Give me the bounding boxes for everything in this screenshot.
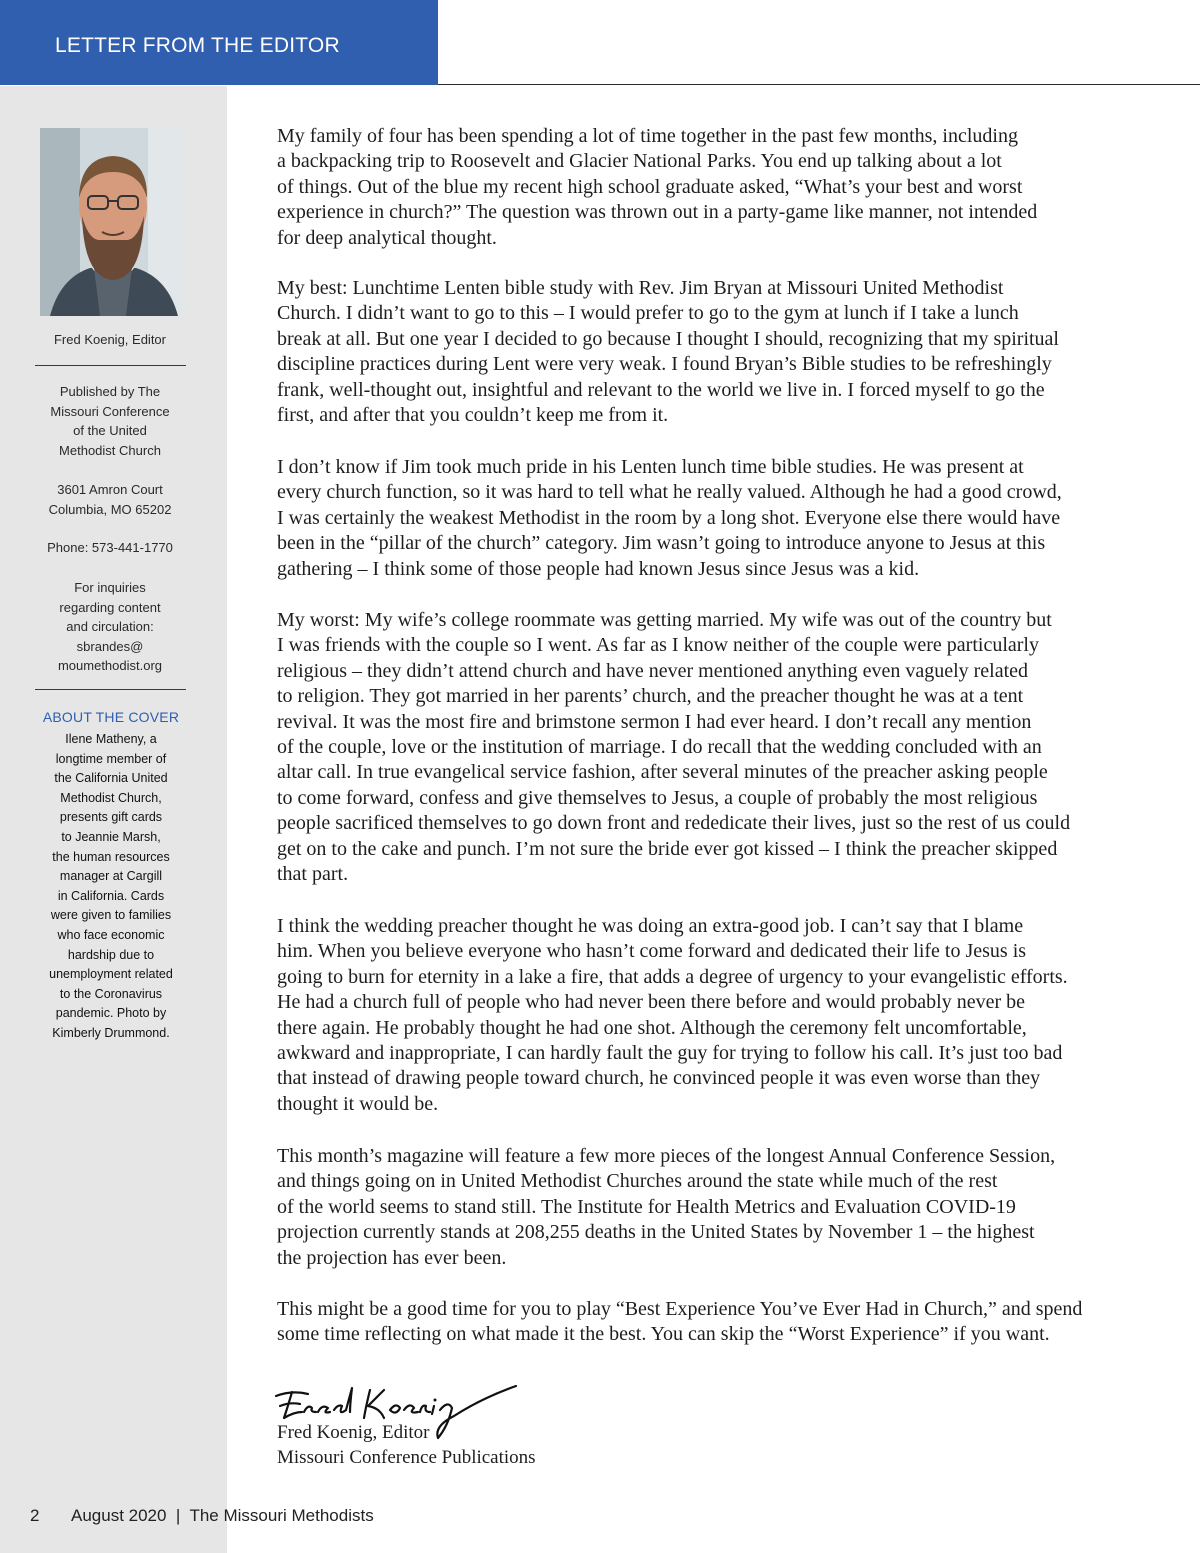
mailing-address: 3601 Amron Court Columbia, MO 65202 (48, 482, 172, 517)
about-cover-heading: ABOUT THE COVER (42, 709, 180, 725)
inquiries-contact: For inquiries regarding content and circulation: sbrandes@ moumethodist.org (57, 580, 163, 674)
signature-dot (434, 1399, 437, 1402)
sidebar-divider (35, 689, 186, 690)
letter-paragraph: My best: Lunchtime Lenten bible study with Rev. Jim Bryan at Missouri United Methodist Church. I didn’t want to go to this – I would prefer to go to the gym at lunch if I take a lunch break at all. But one year I decided to go because I thought I should, recognizing that my spiritual discipline practices during Lent were very weak. I found Bryan’s Bible studies to be refreshingly frank, well-thought out, insightful and relevant to the world we live in. I forced myself to go the first, and after that you couldn’t keep me from it. (277, 277, 1059, 427)
sidebar-divider (35, 365, 186, 366)
about-cover-text: Ilene Matheny, a longtime member of the California United Methodist Church, presents gift cards to Jeannie Marsh, the human resources manager at Cargill in California. Cards were given to families who face economic hardship due to unemployment related to the Coronavirus pandemic. Photo by Kimberly Drummond. (49, 732, 173, 1040)
letter-paragraph: My worst: My wife’s college roommate was getting married. My wife was out of the country but I was friends with the couple so I went. As far as I know neither of the couple were particularly religious – they didn’t attend church and have never mentioned anything even vaguely related to religion. They got married in her parents’ church, and the preacher thought he was at a tent revival. It was the most fire and brimstone sermon I had ever heard. I don’t recall any mention of the couple, love or the institution of marriage. I do recall that the wedding concluded with an altar call. In true evangelical service fashion, after several minutes of the preacher asking people to come forward, confess and give themselves to Jesus, a couple of probably the most religious people sacrificed themselves to go down front and rededicate their lives, just so the rest of us could get on to the cake and punch. I’m not sure the bride ever got kissed – I think the preacher skipped that part. (277, 609, 1071, 886)
letter-paragraph: I think the wedding preacher thought he was doing an extra-good job. I can’t say that I blame him. When you believe everyone who hasn’t come forward and dedicated their life to Jesus is going to burn for eternity in a lake a fire, that adds a degree of urgency to your evangelistic efforts. He had a church full of people who had never been there before and would probably never be there again. He probably thought he had one shot. Although the ceremony felt uncomfortable, awkward and inappropriate, I can hardly fault the guy for trying to follow his call. It’s just too bad that instead of drawing people toward church, he convinced people it was even worse than they thought it would be. (277, 915, 1068, 1115)
phone-number: Phone: 573-441-1770 (47, 540, 173, 555)
letter-paragraph: My family of four has been spending a lot of time together in the past few months, including a backpacking trip to Roosevelt and Glacier National Parks. You end up talking about a lot of things. Out of the blue my recent high school graduate asked, “What’s your best and worst experience in church?” The question was thrown out in a party-game like manner, not intended for deep analytical thought. (277, 125, 1038, 249)
editor-photo (40, 128, 186, 316)
signature-name: Fred Koenig, Editor Missouri Conference Publications (277, 1422, 536, 1468)
page-number: 2 (30, 1506, 40, 1525)
section-header (0, 0, 438, 85)
editor-portrait-image (40, 128, 186, 316)
letter-paragraph: I don’t know if Jim took much pride in his Lenten lunch time bible studies. He was present at every church function, so it was hard to tell what he really valued. Although he had a good crowd, I was certainly the weakest Methodist in the room by a long shot. Everyone else there would have been in the “pillar of the church” category. Jim wasn’t going to introduce anyone to Jesus at this gathering – I think some of those people had known Jesus since Jesus was a kid. (277, 456, 1062, 580)
page-footer (30, 1506, 374, 1526)
header-rule (438, 84, 1200, 85)
photo-caption: Fred Koenig, Editor (53, 332, 166, 347)
section-title: LETTER FROM THE EDITOR (55, 34, 340, 57)
letter-paragraph: This might be a good time for you to play “Best Experience You’ve Ever Had in Church,” and spend some time reflecting on what made it the best. You can skip the “Worst Experience” if you want. (277, 1298, 1083, 1346)
issue-info: August 2020 | The Missouri Methodists (71, 1506, 374, 1525)
letter-paragraph: This month’s magazine will feature a few more pieces of the longest Annual Conference Session, and things going on in United Methodist Churches around the state while much of the rest of the world seems to stand still. The Institute for Health Metrics and Evaluation COVID-19 projection currently stands at 208,255 deaths in the United States by November 1 – the highest the projection has ever been. (277, 1145, 1056, 1269)
publisher-info: Published by The Missouri Conference of the United Methodist Church (50, 384, 170, 458)
